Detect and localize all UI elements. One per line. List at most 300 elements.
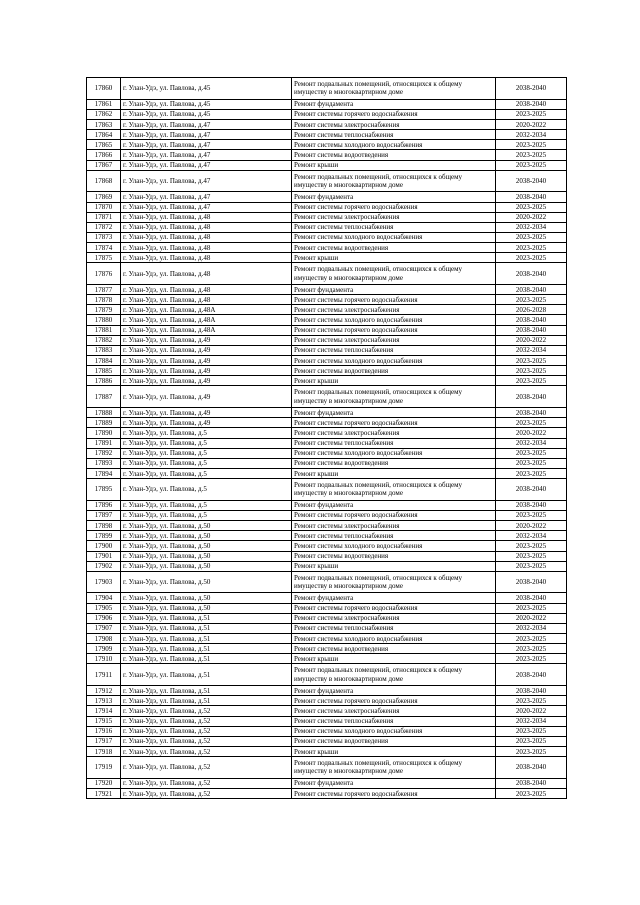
row-number-cell: 17913 <box>87 696 121 706</box>
address-cell: г. Улан-Удэ, ул. Павлова, д.49 <box>121 345 292 355</box>
address-cell: г. Улан-Удэ, ул. Павлова, д.50 <box>121 593 292 603</box>
row-number-cell: 17918 <box>87 746 121 756</box>
work-type-cell: Ремонт системы водоотведения <box>292 150 496 160</box>
table-row <box>87 285 567 295</box>
period-cell: 2023-2025 <box>496 109 567 119</box>
row-number-cell: 17865 <box>87 140 121 150</box>
work-type-cell: Ремонт фундамента <box>292 192 496 202</box>
repair-schedule-table <box>86 77 567 799</box>
table-row <box>87 571 567 593</box>
work-type-cell: Ремонт системы теплоснабжения <box>292 130 496 140</box>
period-cell: 2023-2025 <box>496 366 567 376</box>
period-cell: 2023-2025 <box>496 232 567 242</box>
period-cell: 2038-2040 <box>496 757 567 779</box>
period-cell: 2038-2040 <box>496 285 567 295</box>
table-row <box>87 386 567 408</box>
row-number-cell: 17899 <box>87 531 121 541</box>
period-cell: 2023-2025 <box>496 468 567 478</box>
address-cell: г. Улан-Удэ, ул. Павлова, д.5 <box>121 438 292 448</box>
period-cell: 2020-2022 <box>496 119 567 129</box>
row-number-cell: 17903 <box>87 571 121 593</box>
row-number-cell: 17875 <box>87 253 121 263</box>
table-row <box>87 686 567 696</box>
row-number-cell: 17882 <box>87 335 121 345</box>
work-type-cell: Ремонт подвальных помещений, относящихся к общему имуществу в многоквартирном доме <box>292 386 496 408</box>
row-number-cell: 17915 <box>87 716 121 726</box>
work-type-cell: Ремонт системы водоотведения <box>292 458 496 468</box>
row-number-cell: 17921 <box>87 788 121 798</box>
address-cell: г. Улан-Удэ, ул. Павлова, д.51 <box>121 696 292 706</box>
row-number-cell: 17909 <box>87 644 121 654</box>
table-row <box>87 315 567 325</box>
address-cell: г. Улан-Удэ, ул. Павлова, д.47 <box>121 170 292 192</box>
table-row <box>87 366 567 376</box>
period-cell: 2020-2022 <box>496 521 567 531</box>
address-cell: г. Улан-Удэ, ул. Павлова, д.52 <box>121 706 292 716</box>
period-cell: 2023-2025 <box>496 654 567 664</box>
address-cell: г. Улан-Удэ, ул. Павлова, д.52 <box>121 788 292 798</box>
period-cell: 2032-2034 <box>496 531 567 541</box>
row-number-cell: 17881 <box>87 325 121 335</box>
table-row <box>87 603 567 613</box>
address-cell: г. Улан-Удэ, ул. Павлова, д.47 <box>121 119 292 129</box>
period-cell: 2038-2040 <box>496 170 567 192</box>
work-type-cell: Ремонт системы электроснабжения <box>292 335 496 345</box>
period-cell: 2020-2022 <box>496 428 567 438</box>
table-row <box>87 500 567 510</box>
row-number-cell: 17907 <box>87 623 121 633</box>
work-type-cell: Ремонт системы холодного водоснабжения <box>292 356 496 366</box>
row-number-cell: 17872 <box>87 222 121 232</box>
row-number-cell: 17861 <box>87 99 121 109</box>
table-row <box>87 418 567 428</box>
work-type-cell: Ремонт системы электроснабжения <box>292 428 496 438</box>
row-number-cell: 17876 <box>87 263 121 285</box>
table-row <box>87 541 567 551</box>
table-body <box>87 78 567 799</box>
work-type-cell: Ремонт крыши <box>292 253 496 263</box>
row-number-cell: 17893 <box>87 458 121 468</box>
period-cell: 2038-2040 <box>496 78 567 100</box>
row-number-cell: 17904 <box>87 593 121 603</box>
table-row <box>87 140 567 150</box>
address-cell: г. Улан-Удэ, ул. Павлова, д.5 <box>121 448 292 458</box>
work-type-cell: Ремонт системы холодного водоснабжения <box>292 634 496 644</box>
period-cell: 2038-2040 <box>496 408 567 418</box>
work-type-cell: Ремонт системы теплоснабжения <box>292 345 496 355</box>
address-cell: г. Улан-Удэ, ул. Павлова, д.48 <box>121 232 292 242</box>
row-number-cell: 17873 <box>87 232 121 242</box>
period-cell: 2038-2040 <box>496 99 567 109</box>
row-number-cell: 17916 <box>87 726 121 736</box>
period-cell: 2023-2025 <box>496 243 567 253</box>
work-type-cell: Ремонт фундамента <box>292 778 496 788</box>
row-number-cell: 17877 <box>87 285 121 295</box>
work-type-cell: Ремонт системы горячего водоснабжения <box>292 202 496 212</box>
address-cell: г. Улан-Удэ, ул. Павлова, д.48 <box>121 285 292 295</box>
period-cell: 2038-2040 <box>496 664 567 686</box>
address-cell: г. Улан-Удэ, ул. Павлова, д.50 <box>121 603 292 613</box>
work-type-cell: Ремонт крыши <box>292 468 496 478</box>
period-cell: 2023-2025 <box>496 510 567 520</box>
period-cell: 2023-2025 <box>496 644 567 654</box>
work-type-cell: Ремонт системы горячего водоснабжения <box>292 510 496 520</box>
address-cell: г. Улан-Удэ, ул. Павлова, д.48А <box>121 325 292 335</box>
row-number-cell: 17884 <box>87 356 121 366</box>
row-number-cell: 17905 <box>87 603 121 613</box>
table-row <box>87 130 567 140</box>
table-row <box>87 305 567 315</box>
address-cell: г. Улан-Удэ, ул. Павлова, д.49 <box>121 366 292 376</box>
row-number-cell: 17860 <box>87 78 121 100</box>
work-type-cell: Ремонт системы холодного водоснабжения <box>292 448 496 458</box>
period-cell: 2023-2025 <box>496 140 567 150</box>
address-cell: г. Улан-Удэ, ул. Павлова, д.51 <box>121 623 292 633</box>
address-cell: г. Улан-Удэ, ул. Павлова, д.45 <box>121 78 292 100</box>
row-number-cell: 17896 <box>87 500 121 510</box>
address-cell: г. Улан-Удэ, ул. Павлова, д.51 <box>121 664 292 686</box>
table-row <box>87 479 567 501</box>
work-type-cell: Ремонт системы электроснабжения <box>292 521 496 531</box>
work-type-cell: Ремонт крыши <box>292 746 496 756</box>
address-cell: г. Улан-Удэ, ул. Павлова, д.5 <box>121 479 292 501</box>
address-cell: г. Улан-Удэ, ул. Павлова, д.5 <box>121 458 292 468</box>
row-number-cell: 17867 <box>87 160 121 170</box>
work-type-cell: Ремонт подвальных помещений, относящихся к общему имуществу в многоквартирном доме <box>292 664 496 686</box>
table-row <box>87 202 567 212</box>
address-cell: г. Улан-Удэ, ул. Павлова, д.48А <box>121 315 292 325</box>
period-cell: 2020-2022 <box>496 706 567 716</box>
work-type-cell: Ремонт системы холодного водоснабжения <box>292 232 496 242</box>
work-type-cell: Ремонт системы теплоснабжения <box>292 623 496 633</box>
address-cell: г. Улан-Удэ, ул. Павлова, д.50 <box>121 531 292 541</box>
work-type-cell: Ремонт подвальных помещений, относящихся к общему имуществу в многоквартирном доме <box>292 479 496 501</box>
table-row <box>87 634 567 644</box>
period-cell: 2038-2040 <box>496 263 567 285</box>
address-cell: г. Улан-Удэ, ул. Павлова, д.48А <box>121 305 292 315</box>
work-type-cell: Ремонт системы горячего водоснабжения <box>292 325 496 335</box>
address-cell: г. Улан-Удэ, ул. Павлова, д.52 <box>121 726 292 736</box>
work-type-cell: Ремонт крыши <box>292 654 496 664</box>
table-row <box>87 726 567 736</box>
address-cell: г. Улан-Удэ, ул. Павлова, д.48 <box>121 253 292 263</box>
period-cell: 2038-2040 <box>496 315 567 325</box>
work-type-cell: Ремонт крыши <box>292 376 496 386</box>
work-type-cell: Ремонт фундамента <box>292 285 496 295</box>
period-cell: 2023-2025 <box>496 634 567 644</box>
row-number-cell: 17889 <box>87 418 121 428</box>
row-number-cell: 17890 <box>87 428 121 438</box>
address-cell: г. Улан-Удэ, ул. Павлова, д.50 <box>121 551 292 561</box>
row-number-cell: 17901 <box>87 551 121 561</box>
work-type-cell: Ремонт системы водоотведения <box>292 551 496 561</box>
period-cell: 2023-2025 <box>496 603 567 613</box>
address-cell: г. Улан-Удэ, ул. Павлова, д.51 <box>121 634 292 644</box>
work-type-cell: Ремонт фундамента <box>292 500 496 510</box>
work-type-cell: Ремонт системы водоотведения <box>292 644 496 654</box>
table-row <box>87 706 567 716</box>
address-cell: г. Улан-Удэ, ул. Павлова, д.51 <box>121 686 292 696</box>
row-number-cell: 17878 <box>87 295 121 305</box>
address-cell: г. Улан-Удэ, ул. Павлова, д.50 <box>121 571 292 593</box>
row-number-cell: 17874 <box>87 243 121 253</box>
table-row <box>87 644 567 654</box>
row-number-cell: 17866 <box>87 150 121 160</box>
table-row <box>87 150 567 160</box>
period-cell: 2023-2025 <box>496 788 567 798</box>
row-number-cell: 17898 <box>87 521 121 531</box>
work-type-cell: Ремонт системы электроснабжения <box>292 613 496 623</box>
work-type-cell: Ремонт фундамента <box>292 686 496 696</box>
row-number-cell: 17914 <box>87 706 121 716</box>
work-type-cell: Ремонт крыши <box>292 561 496 571</box>
address-cell: г. Улан-Удэ, ул. Павлова, д.49 <box>121 408 292 418</box>
row-number-cell: 17891 <box>87 438 121 448</box>
work-type-cell: Ремонт системы теплоснабжения <box>292 716 496 726</box>
period-cell: 2032-2034 <box>496 222 567 232</box>
period-cell: 2038-2040 <box>496 593 567 603</box>
table-row <box>87 408 567 418</box>
work-type-cell: Ремонт подвальных помещений, относящихся к общему имуществу в многоквартирном доме <box>292 78 496 100</box>
table-row <box>87 521 567 531</box>
table-row <box>87 295 567 305</box>
address-cell: г. Улан-Удэ, ул. Павлова, д.5 <box>121 510 292 520</box>
address-cell: г. Улан-Удэ, ул. Павлова, д.52 <box>121 778 292 788</box>
work-type-cell: Ремонт подвальных помещений, относящихся к общему имуществу в многоквартирном доме <box>292 571 496 593</box>
address-cell: г. Улан-Удэ, ул. Павлова, д.49 <box>121 376 292 386</box>
table-row <box>87 438 567 448</box>
row-number-cell: 17879 <box>87 305 121 315</box>
row-number-cell: 17880 <box>87 315 121 325</box>
work-type-cell: Ремонт системы холодного водоснабжения <box>292 140 496 150</box>
row-number-cell: 17868 <box>87 170 121 192</box>
period-cell: 2032-2034 <box>496 345 567 355</box>
address-cell: г. Улан-Удэ, ул. Павлова, д.47 <box>121 130 292 140</box>
table-row <box>87 232 567 242</box>
work-type-cell: Ремонт системы горячего водоснабжения <box>292 788 496 798</box>
address-cell: г. Улан-Удэ, ул. Павлова, д.50 <box>121 561 292 571</box>
row-number-cell: 17883 <box>87 345 121 355</box>
period-cell: 2023-2025 <box>496 458 567 468</box>
table-row <box>87 458 567 468</box>
table-row <box>87 222 567 232</box>
table-row <box>87 736 567 746</box>
table-row <box>87 243 567 253</box>
period-cell: 2032-2034 <box>496 438 567 448</box>
row-number-cell: 17870 <box>87 202 121 212</box>
period-cell: 2023-2025 <box>496 356 567 366</box>
address-cell: г. Улан-Удэ, ул. Павлова, д.48 <box>121 212 292 222</box>
row-number-cell: 17902 <box>87 561 121 571</box>
address-cell: г. Улан-Удэ, ул. Павлова, д.51 <box>121 613 292 623</box>
table-row <box>87 376 567 386</box>
table-row <box>87 664 567 686</box>
table-row <box>87 428 567 438</box>
period-cell: 2038-2040 <box>496 192 567 202</box>
table-row <box>87 325 567 335</box>
address-cell: г. Улан-Удэ, ул. Павлова, д.50 <box>121 541 292 551</box>
work-type-cell: Ремонт системы холодного водоснабжения <box>292 541 496 551</box>
table-row <box>87 746 567 756</box>
work-type-cell: Ремонт системы горячего водоснабжения <box>292 418 496 428</box>
period-cell: 2023-2025 <box>496 448 567 458</box>
table-row <box>87 448 567 458</box>
row-number-cell: 17910 <box>87 654 121 664</box>
address-cell: г. Улан-Удэ, ул. Павлова, д.45 <box>121 109 292 119</box>
work-type-cell: Ремонт системы электроснабжения <box>292 212 496 222</box>
address-cell: г. Улан-Удэ, ул. Павлова, д.48 <box>121 222 292 232</box>
period-cell: 2038-2040 <box>496 386 567 408</box>
table-row <box>87 654 567 664</box>
table-row <box>87 561 567 571</box>
table-row <box>87 335 567 345</box>
work-type-cell: Ремонт системы горячего водоснабжения <box>292 696 496 706</box>
address-cell: г. Улан-Удэ, ул. Павлова, д.47 <box>121 160 292 170</box>
address-cell: г. Улан-Удэ, ул. Павлова, д.51 <box>121 654 292 664</box>
period-cell: 2038-2040 <box>496 479 567 501</box>
address-cell: г. Улан-Удэ, ул. Павлова, д.51 <box>121 644 292 654</box>
address-cell: г. Улан-Удэ, ул. Павлова, д.49 <box>121 386 292 408</box>
table-row <box>87 510 567 520</box>
address-cell: г. Улан-Удэ, ул. Павлова, д.48 <box>121 243 292 253</box>
row-number-cell: 17888 <box>87 408 121 418</box>
row-number-cell: 17863 <box>87 119 121 129</box>
row-number-cell: 17864 <box>87 130 121 140</box>
work-type-cell: Ремонт системы холодного водоснабжения <box>292 315 496 325</box>
period-cell: 2020-2022 <box>496 335 567 345</box>
work-type-cell: Ремонт системы водоотведения <box>292 243 496 253</box>
table-row <box>87 623 567 633</box>
row-number-cell: 17900 <box>87 541 121 551</box>
row-number-cell: 17894 <box>87 468 121 478</box>
period-cell: 2023-2025 <box>496 561 567 571</box>
table-row <box>87 253 567 263</box>
period-cell: 2038-2040 <box>496 325 567 335</box>
row-number-cell: 17917 <box>87 736 121 746</box>
period-cell: 2020-2022 <box>496 212 567 222</box>
table-row <box>87 788 567 798</box>
address-cell: г. Улан-Удэ, ул. Павлова, д.49 <box>121 335 292 345</box>
work-type-cell: Ремонт системы теплоснабжения <box>292 531 496 541</box>
address-cell: г. Улан-Удэ, ул. Павлова, д.45 <box>121 99 292 109</box>
address-cell: г. Улан-Удэ, ул. Павлова, д.52 <box>121 716 292 726</box>
table-row <box>87 593 567 603</box>
period-cell: 2038-2040 <box>496 686 567 696</box>
period-cell: 2023-2025 <box>496 418 567 428</box>
work-type-cell: Ремонт подвальных помещений, относящихся к общему имуществу в многоквартирном доме <box>292 263 496 285</box>
address-cell: г. Улан-Удэ, ул. Павлова, д.49 <box>121 418 292 428</box>
table-row <box>87 119 567 129</box>
row-number-cell: 17919 <box>87 757 121 779</box>
period-cell: 2023-2025 <box>496 253 567 263</box>
work-type-cell: Ремонт системы электроснабжения <box>292 706 496 716</box>
address-cell: г. Улан-Удэ, ул. Павлова, д.48 <box>121 295 292 305</box>
period-cell: 2038-2040 <box>496 778 567 788</box>
row-number-cell: 17920 <box>87 778 121 788</box>
period-cell: 2026-2028 <box>496 305 567 315</box>
period-cell: 2023-2025 <box>496 202 567 212</box>
work-type-cell: Ремонт системы теплоснабжения <box>292 222 496 232</box>
period-cell: 2032-2034 <box>496 716 567 726</box>
table-row <box>87 192 567 202</box>
table-row <box>87 170 567 192</box>
work-type-cell: Ремонт системы горячего водоснабжения <box>292 109 496 119</box>
table-row <box>87 160 567 170</box>
period-cell: 2023-2025 <box>496 726 567 736</box>
address-cell: г. Улан-Удэ, ул. Павлова, д.50 <box>121 521 292 531</box>
work-type-cell: Ремонт системы водоотведения <box>292 366 496 376</box>
table-row <box>87 468 567 478</box>
work-type-cell: Ремонт фундамента <box>292 408 496 418</box>
work-type-cell: Ремонт системы холодного водоснабжения <box>292 726 496 736</box>
row-number-cell: 17906 <box>87 613 121 623</box>
work-type-cell: Ремонт системы водоотведения <box>292 736 496 746</box>
table-row <box>87 696 567 706</box>
period-cell: 2023-2025 <box>496 295 567 305</box>
row-number-cell: 17862 <box>87 109 121 119</box>
period-cell: 2023-2025 <box>496 160 567 170</box>
work-type-cell: Ремонт системы электроснабжения <box>292 119 496 129</box>
period-cell: 2023-2025 <box>496 150 567 160</box>
period-cell: 2023-2025 <box>496 551 567 561</box>
address-cell: г. Улан-Удэ, ул. Павлова, д.47 <box>121 202 292 212</box>
period-cell: 2023-2025 <box>496 696 567 706</box>
table-row <box>87 531 567 541</box>
row-number-cell: 17911 <box>87 664 121 686</box>
period-cell: 2038-2040 <box>496 571 567 593</box>
address-cell: г. Улан-Удэ, ул. Павлова, д.47 <box>121 140 292 150</box>
period-cell: 2032-2034 <box>496 130 567 140</box>
period-cell: 2023-2025 <box>496 746 567 756</box>
row-number-cell: 17892 <box>87 448 121 458</box>
table-row <box>87 212 567 222</box>
period-cell: 2038-2040 <box>496 500 567 510</box>
table-row <box>87 78 567 100</box>
period-cell: 2023-2025 <box>496 376 567 386</box>
address-cell: г. Улан-Удэ, ул. Павлова, д.47 <box>121 150 292 160</box>
row-number-cell: 17886 <box>87 376 121 386</box>
period-cell: 2020-2022 <box>496 613 567 623</box>
work-type-cell: Ремонт фундамента <box>292 593 496 603</box>
work-type-cell: Ремонт подвальных помещений, относящихся к общему имуществу в многоквартирном доме <box>292 170 496 192</box>
period-cell: 2032-2034 <box>496 623 567 633</box>
table-row <box>87 716 567 726</box>
row-number-cell: 17887 <box>87 386 121 408</box>
table-row <box>87 345 567 355</box>
address-cell: г. Улан-Удэ, ул. Павлова, д.52 <box>121 757 292 779</box>
row-number-cell: 17885 <box>87 366 121 376</box>
table-row <box>87 356 567 366</box>
row-number-cell: 17908 <box>87 634 121 644</box>
work-type-cell: Ремонт системы горячего водоснабжения <box>292 603 496 613</box>
table-row <box>87 613 567 623</box>
address-cell: г. Улан-Удэ, ул. Павлова, д.5 <box>121 428 292 438</box>
address-cell: г. Улан-Удэ, ул. Павлова, д.52 <box>121 736 292 746</box>
row-number-cell: 17895 <box>87 479 121 501</box>
address-cell: г. Улан-Удэ, ул. Павлова, д.47 <box>121 192 292 202</box>
table-row <box>87 757 567 779</box>
work-type-cell: Ремонт фундамента <box>292 99 496 109</box>
table-row <box>87 778 567 788</box>
work-type-cell: Ремонт подвальных помещений, относящихся к общему имуществу в многоквартирном доме <box>292 757 496 779</box>
address-cell: г. Улан-Удэ, ул. Павлова, д.52 <box>121 746 292 756</box>
row-number-cell: 17871 <box>87 212 121 222</box>
table-row <box>87 263 567 285</box>
period-cell: 2023-2025 <box>496 541 567 551</box>
row-number-cell: 17897 <box>87 510 121 520</box>
table-row <box>87 551 567 561</box>
address-cell: г. Улан-Удэ, ул. Павлова, д.48 <box>121 263 292 285</box>
